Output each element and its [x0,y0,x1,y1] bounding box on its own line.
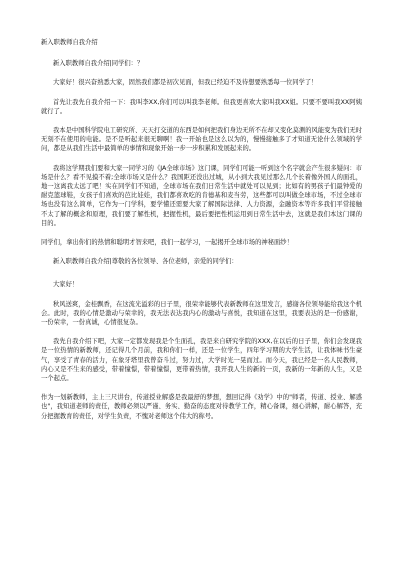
paragraph: 秋风送爽，金桂飘香，在这流光溢彩的日子里，很荣幸能够代表新教师在这里发言，感谢各位领导能给我这个机会。此时，我的心情是激动与荣幸的，我无法表达我内心的激动与喜悦，我知道在这里，我要表达的是一份感谢，一份荣幸，一份真诚，心情很复杂。 [41,300,362,327]
paragraph: 我先自我介绍下吧，大家一定都发现我是个生面孔，我是来自研究学院的XXX,在以后的日子里，你们会发现我是一位热情的新教师，还记得几个月前，我和你们一样，还是一位学生，四年学习期的大学生活，让我体味书生豪气，享受了青春的活力，在象牙塔里我曾奋斗过，努力过，大学时光一晃而过。而今天，我已经是一名人民教师，内心又是不生来的感受，带着憧憬，带着憧憬，更带着热情，我开我人生的新的一页，我新的一年新的人生，又是一个起点。 [41,338,362,383]
paragraph: 大家好！很兴奋熟悉大家，固然我们都是初次见面，但我已经迫不及待想要熟悉每一位同学了！ [53,79,318,87]
paragraph: 我本是中国科学院电工研究所、天天打交道的东西是如何把我们身边无所不在却又变化莫测的风能变为我们无时无刻不在使用的电能。是不是听起来很无聊啊！我一开始也是这么以为的，慢慢接触多了才知道无论什么领域的学问，都是从我们生活中最简单的事情和现象开始一步一步积累和发展起来的。 [41,127,362,153]
paragraph: 同学们，拿出你们的热情和聪明才智来吧，我们一起学习，一起揭开全球市场的神秘面纱！ [41,239,293,247]
paragraph: 大家好！ [53,281,79,289]
paragraph: 新入职教师自我介绍|尊敬的各位领导、各位老师，亲爱的同学们： [53,258,238,266]
paragraph: 首先让我先自我介绍一下：我叫李XX,你们可以叫我李老师。但我更喜欢大家叫我XX姐。只要不要叫我XX阿姨就行了。 [41,98,362,115]
paragraph: 我将这学期我们要和大家一同学习的《JA全球市场》这门课，同学们可能一听到这个名字就会产生很多疑问：市场是什么？看不见摸不着;全球市场又是什么？我国距还没出过城，从小到大我见过那么几个长着像外国人的面孔，地一这离我太远了吧！实在同学们不知道，全球市场在我们日常生活中就处可以见到；比如有的男孩子们最钟爱的耐克篮球鞋，女孩子们喜欢的芭比娃娃，我们都喜欢吃的肯德基和麦当劳，这些都可以叫做全球市场，不过全球市场也没有这么简单，它作为一门学科，要学懂还需要大家了解国际法律、人力资源，金融资本等许多我们平常接触不太了解的概念和原理，我们要了解性机，把握性机，最后要把性机运用到日常生活中去，这就是我们本这门课的目的。 [41,164,362,227]
document-title: 新入职教师自我介绍 [41,39,98,46]
paragraph: 作为一划新教师，主上三尺讲台，传道授业解惑是我最舒的梦想，想回记得《劝学》中的"师者，传道、授业、解惑也"，我知道老师的责任，教师必须以严谨、务实、勤奋的态度对待教学工作，精心备课，细心讲解，耐心解答，充分把握教育的责任，对学生负责，不愧对老师这个伟大的称号。 [41,394,362,420]
paragraph: 新入职教师自我介绍|同学们：？ [53,60,144,68]
document-body [41,59,362,421]
